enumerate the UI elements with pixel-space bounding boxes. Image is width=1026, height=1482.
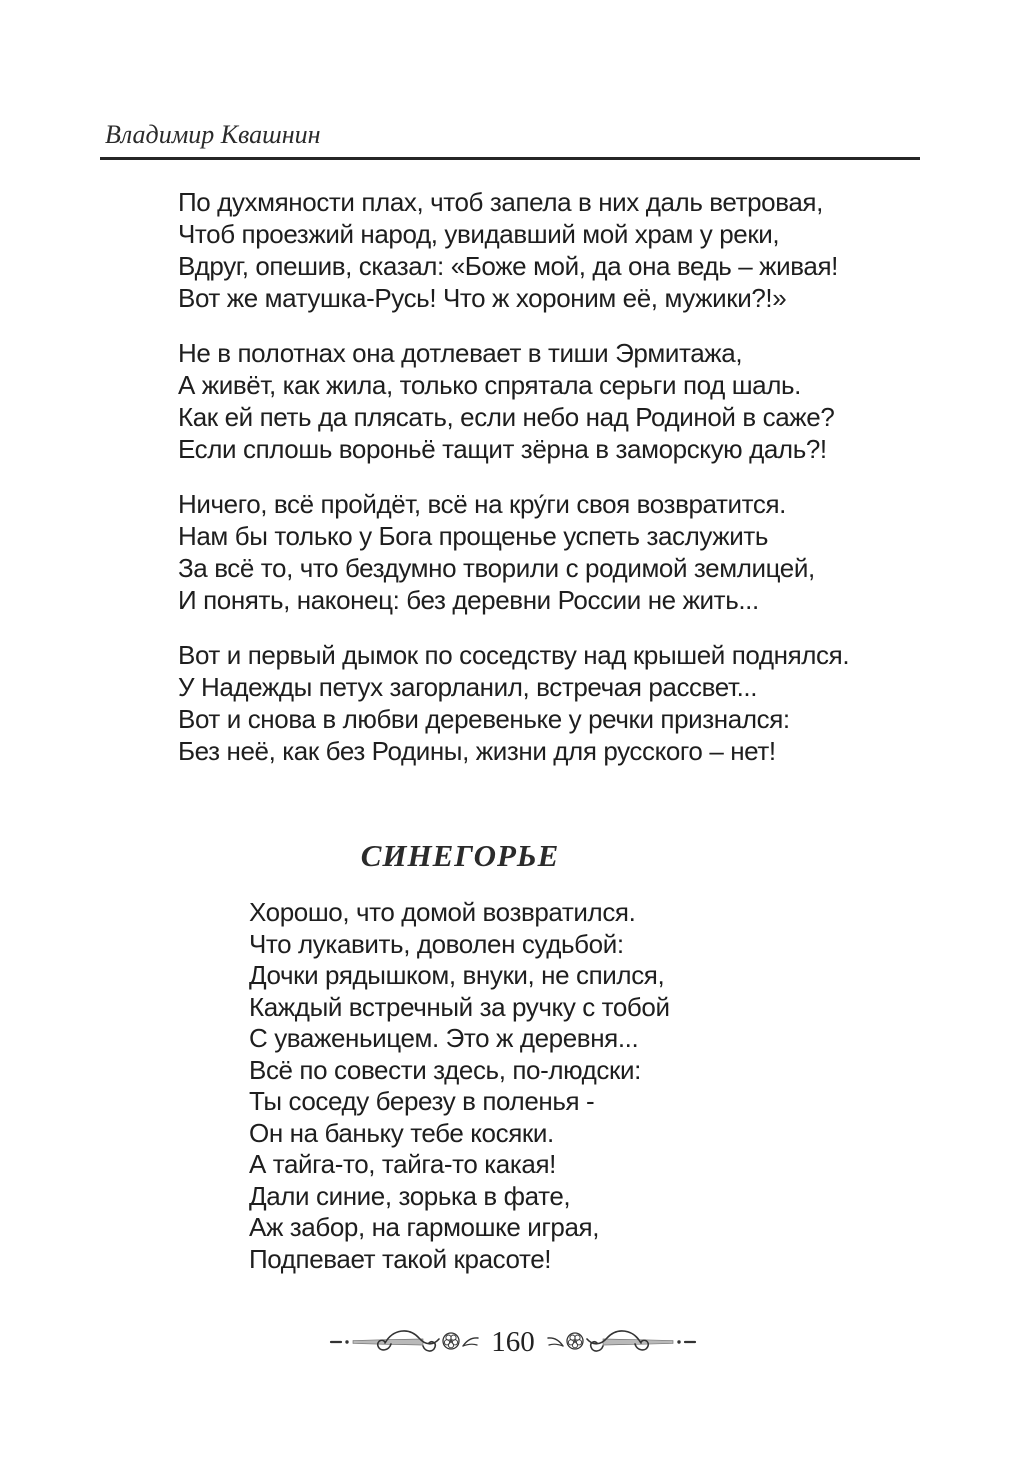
poem-line: Аж забор, на гармошке играя, (249, 1212, 600, 1242)
floral-flourish-right-icon (539, 1322, 699, 1362)
footer-ornament (0, 1322, 1026, 1362)
poem-line: Без неё, как без Родины, жизни для русского – нет! (178, 736, 776, 766)
stanza (178, 337, 849, 465)
poem-line: По духмяности плах, чтоб запела в них даль ветровая, (178, 187, 823, 217)
poem-line: Хорошо, что домой возвратился. (249, 897, 636, 927)
poem-line: Что лукавить, доволен судьбой: (249, 928, 624, 959)
stanza (178, 488, 849, 616)
poem-line: Не в полотнах она дотлевает в тиши Эрмитажа, (178, 338, 743, 368)
stanza (178, 186, 849, 314)
poem-line: С уваженьицем. Это ж деревня... (249, 1023, 639, 1053)
header-rule (100, 157, 920, 160)
page-header-author: Владимир Квашнин (105, 120, 321, 149)
poem-title-sinegorye: СИНЕГОРЬЕ (360, 838, 560, 873)
poem-line: Ничего, всё пройдёт, всё на кру́ги своя возвратится. (178, 489, 786, 519)
poem-line: За всё то, что бездумно творили с родимой землицей, (178, 553, 815, 583)
poem-line: Ты соседу березу в поленья - (249, 1086, 595, 1116)
poem-line: Вот и первый дымок по соседству над крышей поднялся. (178, 640, 850, 670)
poem-line: Как ей петь да плясать, если небо над Родиной в саже? (178, 402, 835, 432)
page-number: 160 (491, 1326, 535, 1358)
poem-line: И понять, наконец: без деревни России не жить... (178, 585, 759, 615)
poem-line: Он на баньку тебе косяки. (249, 1117, 554, 1148)
poem-line: Каждый встречный за ручку с тобой (249, 991, 670, 1022)
floral-flourish-left-icon (327, 1322, 487, 1362)
poem-line: Всё по совести здесь, по-людски: (249, 1054, 641, 1085)
poem-untitled (178, 186, 849, 790)
poem-line: Вот и снова в любви деревеньке у речки признался: (178, 704, 790, 734)
poem-line: У Надежды петух загорланил, встречая рассвет... (178, 672, 758, 702)
poem-line: Вот же матушка-Русь! Что ж хороним её, мужики?!» (178, 283, 787, 313)
poem-line: А живёт, как жила, только спрятала серьги под шаль. (178, 370, 801, 400)
poem-line: Если сплошь вороньё тащит зёрна в заморскую даль?! (178, 434, 827, 464)
poem-line: Дочки рядышком, внуки, не спился, (249, 960, 665, 990)
poem-line: Вдруг, опешив, сказал: «Боже мой, да она ведь – живая! (178, 251, 838, 281)
poem-line: Нам бы только у Бога прощенье успеть заслужить (178, 521, 769, 551)
poem-line: Дали синие, зорька в фате, (249, 1180, 571, 1211)
poem-sinegorye (249, 897, 670, 1275)
stanza (178, 639, 849, 767)
poem-line: А тайга-то, тайга-то какая! (249, 1149, 556, 1179)
poem-line: Чтоб проезжий народ, увидавший мой храм у реки, (178, 219, 780, 249)
poem-line: Подпевает такой красоте! (249, 1243, 552, 1274)
